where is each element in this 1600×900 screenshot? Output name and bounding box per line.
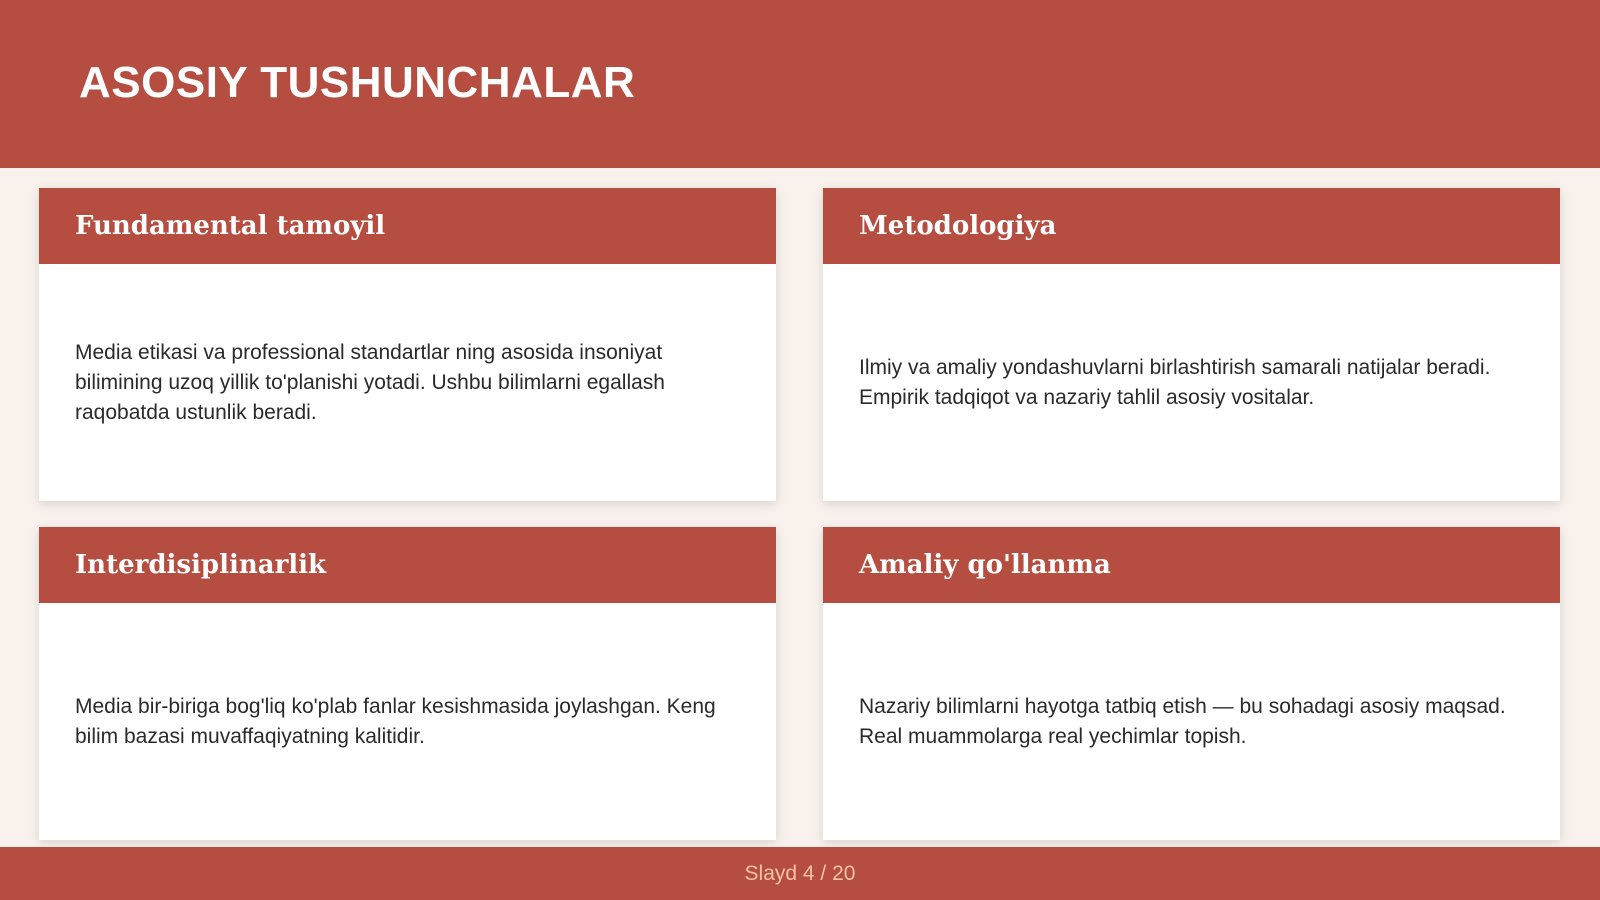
card-body <box>39 603 776 840</box>
card-text: Ilmiy va amaliy yondashuvlarni birlashtirish samarali natijalar beradi. Empirik tadqiqot va nazariy tahlil asosiy vositalar. <box>859 355 1491 409</box>
card-text: Nazariy bilimlarni hayotga tatbiq etish — bu sohadagi asosiy maqsad. Real muammolarga real yechimlar topish. <box>859 694 1506 748</box>
slide-header <box>0 0 1600 168</box>
card-body <box>823 264 1560 501</box>
concept-card-methodology <box>823 188 1560 501</box>
concept-card-interdisciplinary <box>39 527 776 840</box>
card-heading: Amaliy qo'llanma <box>859 550 1111 580</box>
slide-footer <box>0 847 1600 900</box>
card-body <box>39 264 776 501</box>
card-header <box>823 188 1560 264</box>
card-header <box>823 527 1560 603</box>
slide-number: Slayd 4 / 20 <box>744 861 856 885</box>
concept-card-practical <box>823 527 1560 840</box>
card-heading: Metodologiya <box>859 211 1057 241</box>
card-heading: Interdisiplinarlik <box>75 550 327 580</box>
card-header <box>39 188 776 264</box>
card-body <box>823 603 1560 840</box>
card-heading: Fundamental tamoyil <box>75 211 386 241</box>
card-text: Media etikasi va professional standartlar ning asosida insoniyat bilimining uzoq yillik to'planishi yotadi. Ushbu bilimlarni egallash raqobatda ustunlik beradi. <box>75 340 665 424</box>
card-header <box>39 527 776 603</box>
card-text: Media bir-biriga bog'liq ko'plab fanlar kesishmasida joylashgan. Keng bilim bazasi muvaffaqiyatning kalitidir. <box>75 694 716 748</box>
concept-card-fundamental <box>39 188 776 501</box>
slide-title: ASOSIY TUSHUNCHALAR <box>79 58 636 107</box>
